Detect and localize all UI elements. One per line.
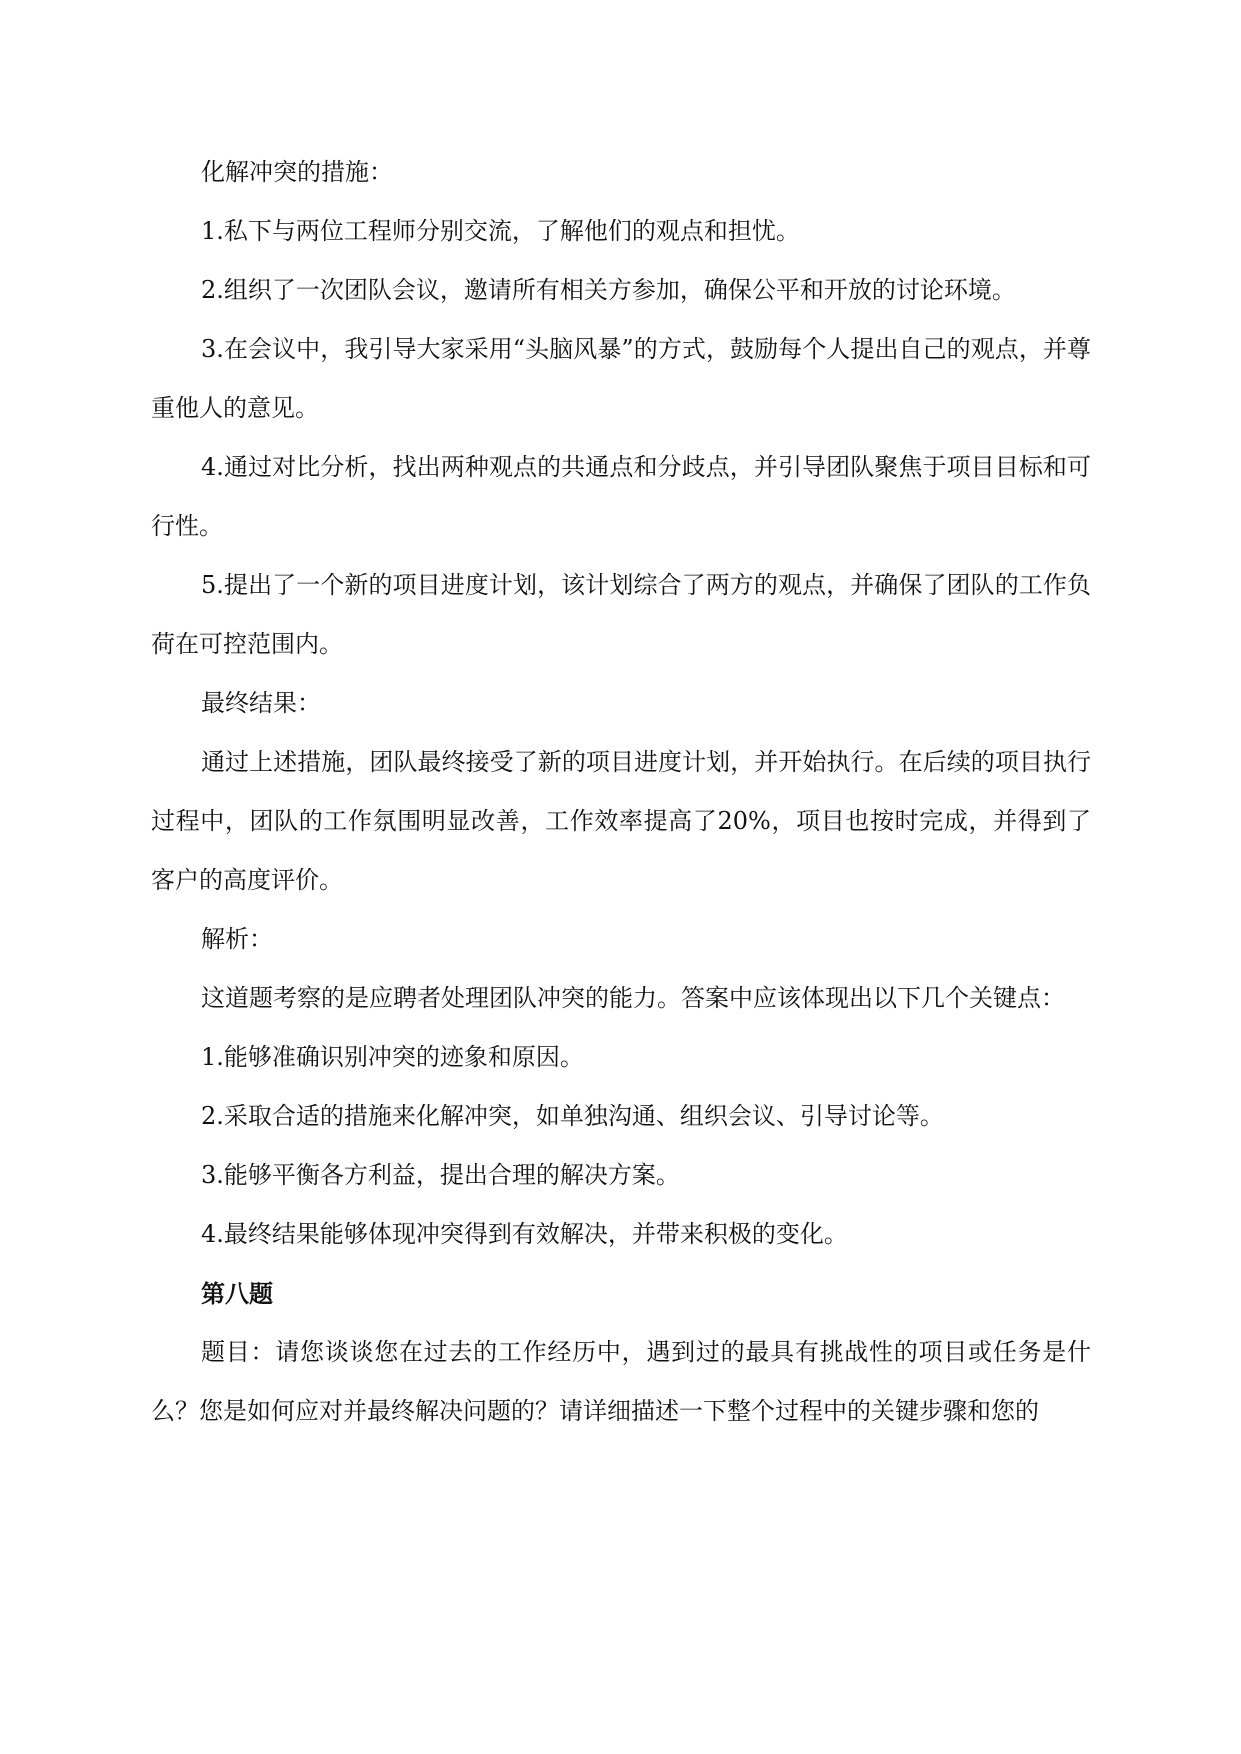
paragraph: 通过上述措施，团队最终接受了新的项目进度计划，并开始执行。在后续的项目执行过程中，团队的工作氛围明显改善，工作效率提高了20%，项目也按时完成，并得到了客户的高度评价。	[151, 748, 1091, 894]
question-heading: 第八题	[201, 1279, 273, 1308]
list-item: 4.通过对比分析，找出两种观点的共通点和分歧点，并引导团队聚焦于项目目标和可行性。	[151, 453, 1091, 540]
list-item: 3.在会议中，我引导大家采用“头脑风暴”的方式，鼓励每个人提出自己的观点，并尊重他人的意见。	[151, 335, 1091, 422]
section-label: 最终结果：	[201, 689, 321, 717]
section-label: 解析：	[201, 925, 273, 953]
list-item: 1.私下与两位工程师分别交流，了解他们的观点和担忧。	[201, 217, 800, 245]
list-item: 3.能够平衡各方利益，提出合理的解决方案。	[201, 1161, 680, 1189]
list-item: 2.组织了一次团队会议，邀请所有相关方参加，确保公平和开放的讨论环境。	[201, 276, 1016, 304]
list-item: 4.最终结果能够体现冲突得到有效解决，并带来积极的变化。	[201, 1220, 848, 1248]
question-text: 题目：请您谈谈您在过去的工作经历中，遇到过的最具有挑战性的项目或任务是什么？您是如何应对并最终解决问题的？请详细描述一下整个过程中的关键步骤和您的	[151, 1338, 1091, 1425]
list-item: 2.采取合适的措施来化解冲突，如单独沟通、组织会议、引导讨论等。	[201, 1102, 944, 1130]
paragraph: 这道题考察的是应聘者处理团队冲突的能力。答案中应该体现出以下几个关键点：	[201, 984, 1065, 1012]
document-body	[151, 143, 1091, 1441]
list-item: 1.能够准确识别冲突的迹象和原因。	[201, 1043, 584, 1071]
list-item: 5.提出了一个新的项目进度计划，该计划综合了两方的观点，并确保了团队的工作负荷在可控范围内。	[151, 571, 1091, 658]
paragraph: 化解冲突的措施：	[201, 158, 393, 186]
